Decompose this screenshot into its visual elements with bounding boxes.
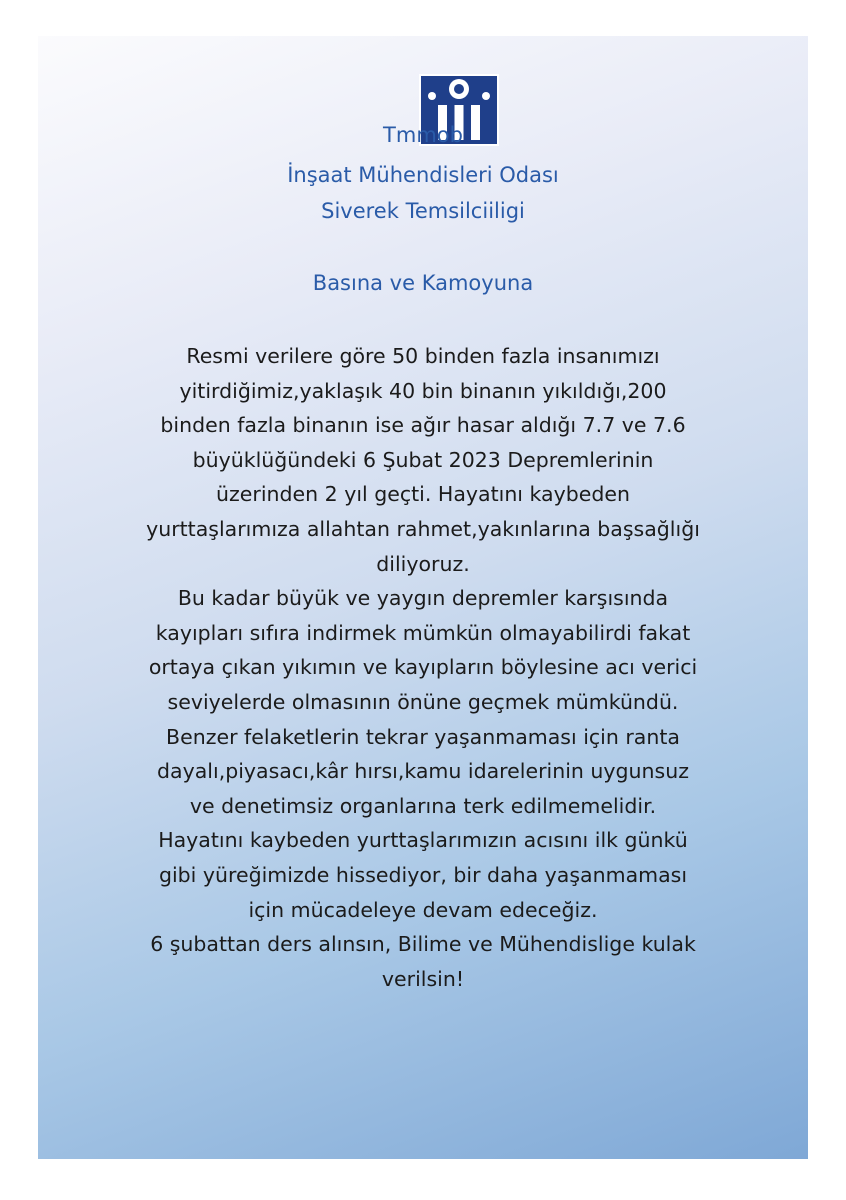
statement-line: verilsin! — [381, 966, 465, 991]
statement-line: seviyelerde olmasının önüne geçmek mümkündü. — [167, 689, 679, 714]
statement-line: Resmi verilere göre 50 binden fazla insanımızı — [186, 344, 660, 368]
statement-body — [60, 339, 786, 996]
statement-line: binden fazla binanın ise ağır hasar aldığı 7.7 ve 7.6 — [160, 413, 686, 438]
statement-line: ortaya çıkan yıkımın ve kayıpların böylesine acı verici — [148, 655, 698, 680]
statement-line: ve denetimsiz organlarına terk edilmemelidir. — [189, 793, 657, 818]
statement-line: yitirdiğimiz,yaklaşık 40 bin binanın yıkıldığı,200 — [179, 378, 667, 403]
statement-line: yurttaşlarımıza allahtan rahmet,yakınlarına başsağlığı — [146, 516, 700, 541]
statement-line: üzerinden 2 yıl geçti. Hayatını kaybeden — [216, 482, 630, 507]
statement-line: Bu kadar büyük ve yaygın depremler karşısında — [177, 586, 669, 611]
statement-line: büyüklüğündeki 6 Şubat 2023 Depremlerinin — [192, 447, 654, 472]
statement-line: Hayatını kaybeden yurttaşlarımızın acısını ilk günkü — [158, 828, 688, 853]
org-chamber-name: İnşaat Mühendisleri Odası — [287, 163, 559, 187]
org-name: Tmmob — [383, 123, 463, 147]
org-branch-name: Siverek Temsilciiligi — [321, 199, 525, 223]
statement-line: Benzer felaketlerin tekrar yaşanmaması için ranta — [166, 724, 680, 749]
address-line: Basına ve Kamoyuna — [312, 271, 534, 295]
statement-line: için mücadeleye devam edeceğiz. — [248, 897, 598, 922]
statement-line: gibi yüreğimizde hissediyor, bir daha yaşanmaması — [158, 862, 688, 887]
statement-line: dayalı,piyasacı,kâr hırsı,kamu idarelerinin uygunsuz — [157, 759, 689, 784]
statement-line: 6 şubattan ders alınsın, Bilime ve Mühendislige kulak — [150, 932, 696, 957]
statement-line: kayıpları sıfıra indirmek mümkün olmayabilirdi fakat — [155, 620, 691, 645]
statement-line: diliyoruz. — [376, 551, 470, 576]
